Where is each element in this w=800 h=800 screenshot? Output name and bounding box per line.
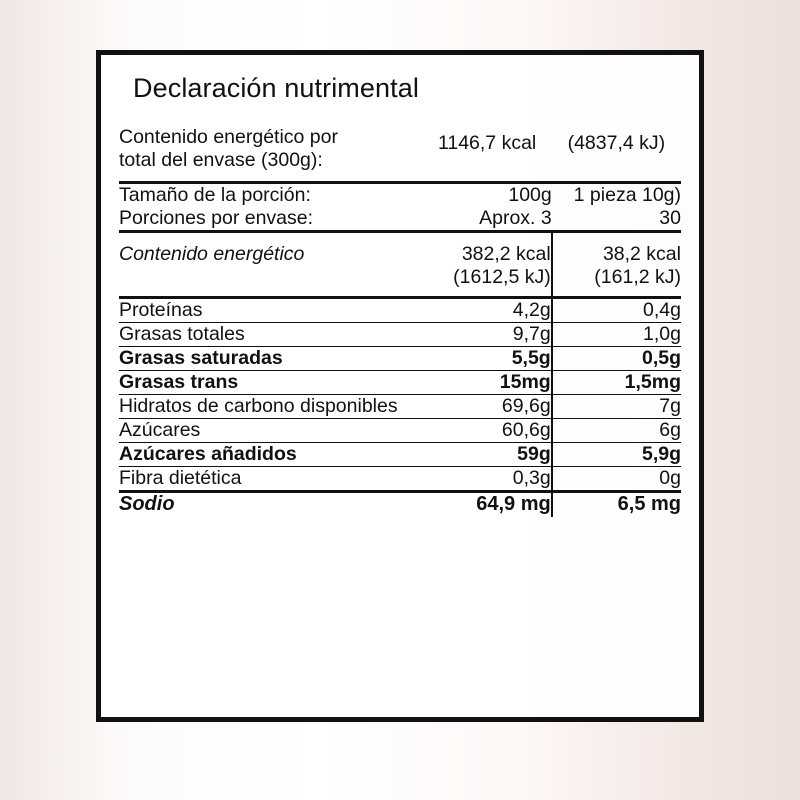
nutrient-value2-grasas-trans: 1,5mg: [552, 371, 681, 395]
table-row: [119, 395, 681, 419]
energy-value-2-kj: (161,2 kJ): [594, 265, 681, 288]
table-row-energy-per-portion: [119, 232, 681, 298]
nutrient-value1-sodio: 64,9 mg: [476, 493, 551, 516]
energy-value-1-kj: (1612,5 kJ): [453, 265, 551, 288]
nutrient-value1-hidratos-carbono: 69,6g: [422, 395, 551, 419]
portions-per-package-value-1: Aprox. 3: [422, 207, 551, 232]
portions-per-package-label: Porciones por envase:: [119, 207, 422, 232]
table-row: [119, 183, 681, 208]
table-row: [119, 371, 681, 395]
total-energy-label: [119, 116, 422, 183]
nutrient-label-grasas-trans: Grasas trans: [119, 371, 422, 395]
nutrient-value1-proteinas: 4,2g: [422, 298, 551, 323]
total-energy-kcal: 1146,7 kcal: [422, 116, 551, 183]
nutrition-table: [119, 116, 681, 517]
nutrient-label-hidratos-carbono: Hidratos de carbono disponibles: [119, 395, 422, 419]
nutrient-value2-proteinas: 0,4g: [552, 298, 681, 323]
table-row: [119, 419, 681, 443]
nutrient-value1-fibra-dietetica: 0,3g: [422, 467, 551, 492]
nutrient-value1-azucares-anadidos: 59g: [422, 443, 551, 467]
energy-per-portion-label: Contenido energético: [119, 232, 422, 298]
total-energy-label-line2: total del envase (300g):: [119, 148, 323, 171]
panel-title: Declaración nutrimental: [133, 73, 419, 103]
nutrient-value1-grasas-trans: 15mg: [422, 371, 551, 395]
nutrient-value2-grasas-saturadas: 0,5g: [552, 347, 681, 371]
nutrition-panel: [96, 50, 704, 722]
nutrient-label-fibra-dietetica: Fibra dietética: [119, 467, 422, 492]
nutrient-value2-grasas-totales: 1,0g: [552, 323, 681, 347]
nutrient-value2-fibra-dietetica: 0g: [552, 467, 681, 492]
nutrient-value1-grasas-totales: 9,7g: [422, 323, 551, 347]
nutrient-label-proteinas: Proteínas: [119, 298, 422, 323]
nutrient-value1-grasas-saturadas: 5,5g: [422, 347, 551, 371]
nutrient-label-sodio: Sodio: [119, 493, 175, 516]
nutrient-value2-hidratos-carbono: 7g: [552, 395, 681, 419]
energy-value-1-kcal: 382,2 kcal: [461, 243, 551, 266]
energy-per-portion-value-2: [552, 232, 681, 298]
portion-size-value-1: 100g: [508, 184, 552, 207]
total-energy-kj: (4837,4 kJ): [552, 116, 681, 183]
nutrient-value2-azucares: 6g: [552, 419, 681, 443]
nutrient-value2-sodio: 6,5 mg: [552, 492, 681, 517]
table-row: [119, 207, 681, 232]
portions-per-package-value-2: 30: [552, 207, 681, 232]
nutrient-label-azucares: Azúcares: [119, 419, 422, 443]
table-row: [119, 323, 681, 347]
table-row: [119, 467, 681, 492]
nutrient-value2-azucares-anadidos: 5,9g: [552, 443, 681, 467]
nutrient-label-azucares-anadidos: Azúcares añadidos: [119, 443, 422, 467]
table-row: [119, 347, 681, 371]
energy-per-portion-value-1: [422, 232, 551, 298]
table-row-total-energy: [119, 116, 681, 183]
table-row: [119, 443, 681, 467]
nutrient-label-grasas-saturadas: Grasas saturadas: [119, 347, 422, 371]
table-row-sodio: [119, 492, 681, 517]
table-row: [119, 298, 681, 323]
portion-size-value-2: 1 pieza 10g): [573, 184, 681, 207]
energy-value-2-kcal: 38,2 kcal: [602, 243, 681, 266]
nutrient-label-grasas-totales: Grasas totales: [119, 323, 422, 347]
total-energy-label-line1: Contenido energético por: [119, 126, 338, 148]
nutrient-value1-azucares: 60,6g: [422, 419, 551, 443]
portion-size-label: Tamaño de la porción:: [119, 184, 311, 207]
